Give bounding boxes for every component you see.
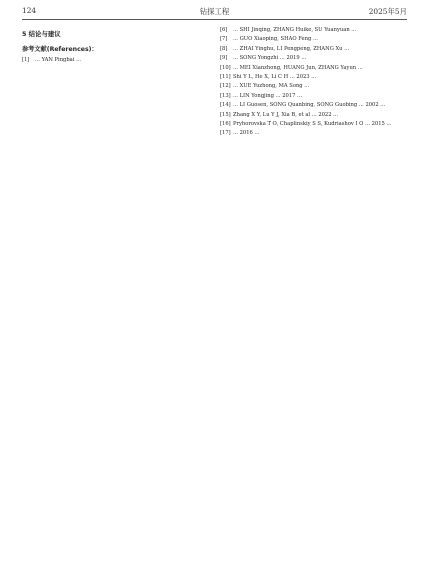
section-heading: 5 结论与建议 — [22, 30, 61, 38]
left-reference-list — [22, 56, 208, 64]
reference-number: [13] — [220, 92, 231, 99]
reference-text: ... 2016 ... — [233, 130, 260, 137]
reference-text: Pryhorovska T O, Chaplinskiy S S, Kudriashov I O ... 2015 ... — [233, 121, 392, 128]
issue-date: 2025年5月 — [368, 7, 407, 16]
reference-text: Shi Y L, He X, Li C H ... 2023 ... — [233, 74, 317, 81]
reference-number: [10] — [220, 64, 231, 71]
reference-entry — [220, 54, 407, 62]
reference-entry — [220, 129, 407, 137]
reference-number: [17] — [220, 130, 231, 137]
reference-entry — [220, 101, 407, 109]
left-column — [22, 26, 208, 567]
reference-number: [12] — [220, 83, 231, 90]
reference-text: ... GUO Xiaoping, SHAO Feng ... — [233, 36, 318, 43]
right-reference-list — [220, 26, 407, 138]
reference-text: ... SHI Jinqing, ZHANG Huike, SU Yuanyuan ... — [233, 27, 357, 33]
reference-number: [15] — [220, 111, 231, 118]
reference-entry — [220, 64, 407, 72]
header-rule — [22, 19, 407, 20]
reference-entry — [220, 92, 407, 100]
reference-number: [6] — [220, 27, 228, 33]
reference-text: ... MEI Xianzhong, HUANG Jun, ZHANG Yayun ... — [233, 64, 363, 71]
reference-text: Zhang X Y, Lu Y J, Xia B, et al ... 2022 ... — [233, 111, 339, 118]
reference-entry — [220, 120, 407, 128]
reference-number: [16] — [220, 121, 231, 128]
reference-number: [7] — [220, 36, 228, 43]
reference-entry — [220, 111, 407, 119]
reference-entry — [22, 56, 208, 64]
running-header — [22, 4, 407, 18]
reference-text: ... SONG Yongzhi ... 2019 ... — [233, 55, 307, 62]
page-number: 124 — [22, 6, 37, 15]
reference-text: ... ZHAI Yinghu, LI Pengpeng, ZHANG Xu ... — [233, 45, 350, 52]
reference-number: [8] — [220, 45, 228, 52]
journal-name: 钻探工程 — [199, 7, 230, 16]
reference-entry — [220, 35, 407, 43]
reference-number: [9] — [220, 55, 228, 62]
reference-text: ... LI Guosen, SONG Quanbing, SONG Guobing ... 2002 ... — [233, 102, 386, 109]
right-column — [220, 26, 407, 567]
reference-entry — [220, 26, 407, 34]
reference-text: ... XUE Yuzhong, MA Song ... — [233, 83, 310, 90]
reference-number: [11] — [220, 74, 231, 81]
reference-number: [1] — [22, 57, 30, 64]
reference-number: [14] — [220, 102, 231, 109]
reference-text: ... LIN Yongjing ... 2017 ... — [233, 92, 303, 99]
reference-entry — [220, 45, 407, 53]
reference-text: ... YAN Pingbai ... — [35, 57, 82, 64]
reference-entry — [220, 82, 407, 90]
reference-entry — [220, 73, 407, 81]
references-heading: 参考文献(References)： — [22, 46, 98, 54]
